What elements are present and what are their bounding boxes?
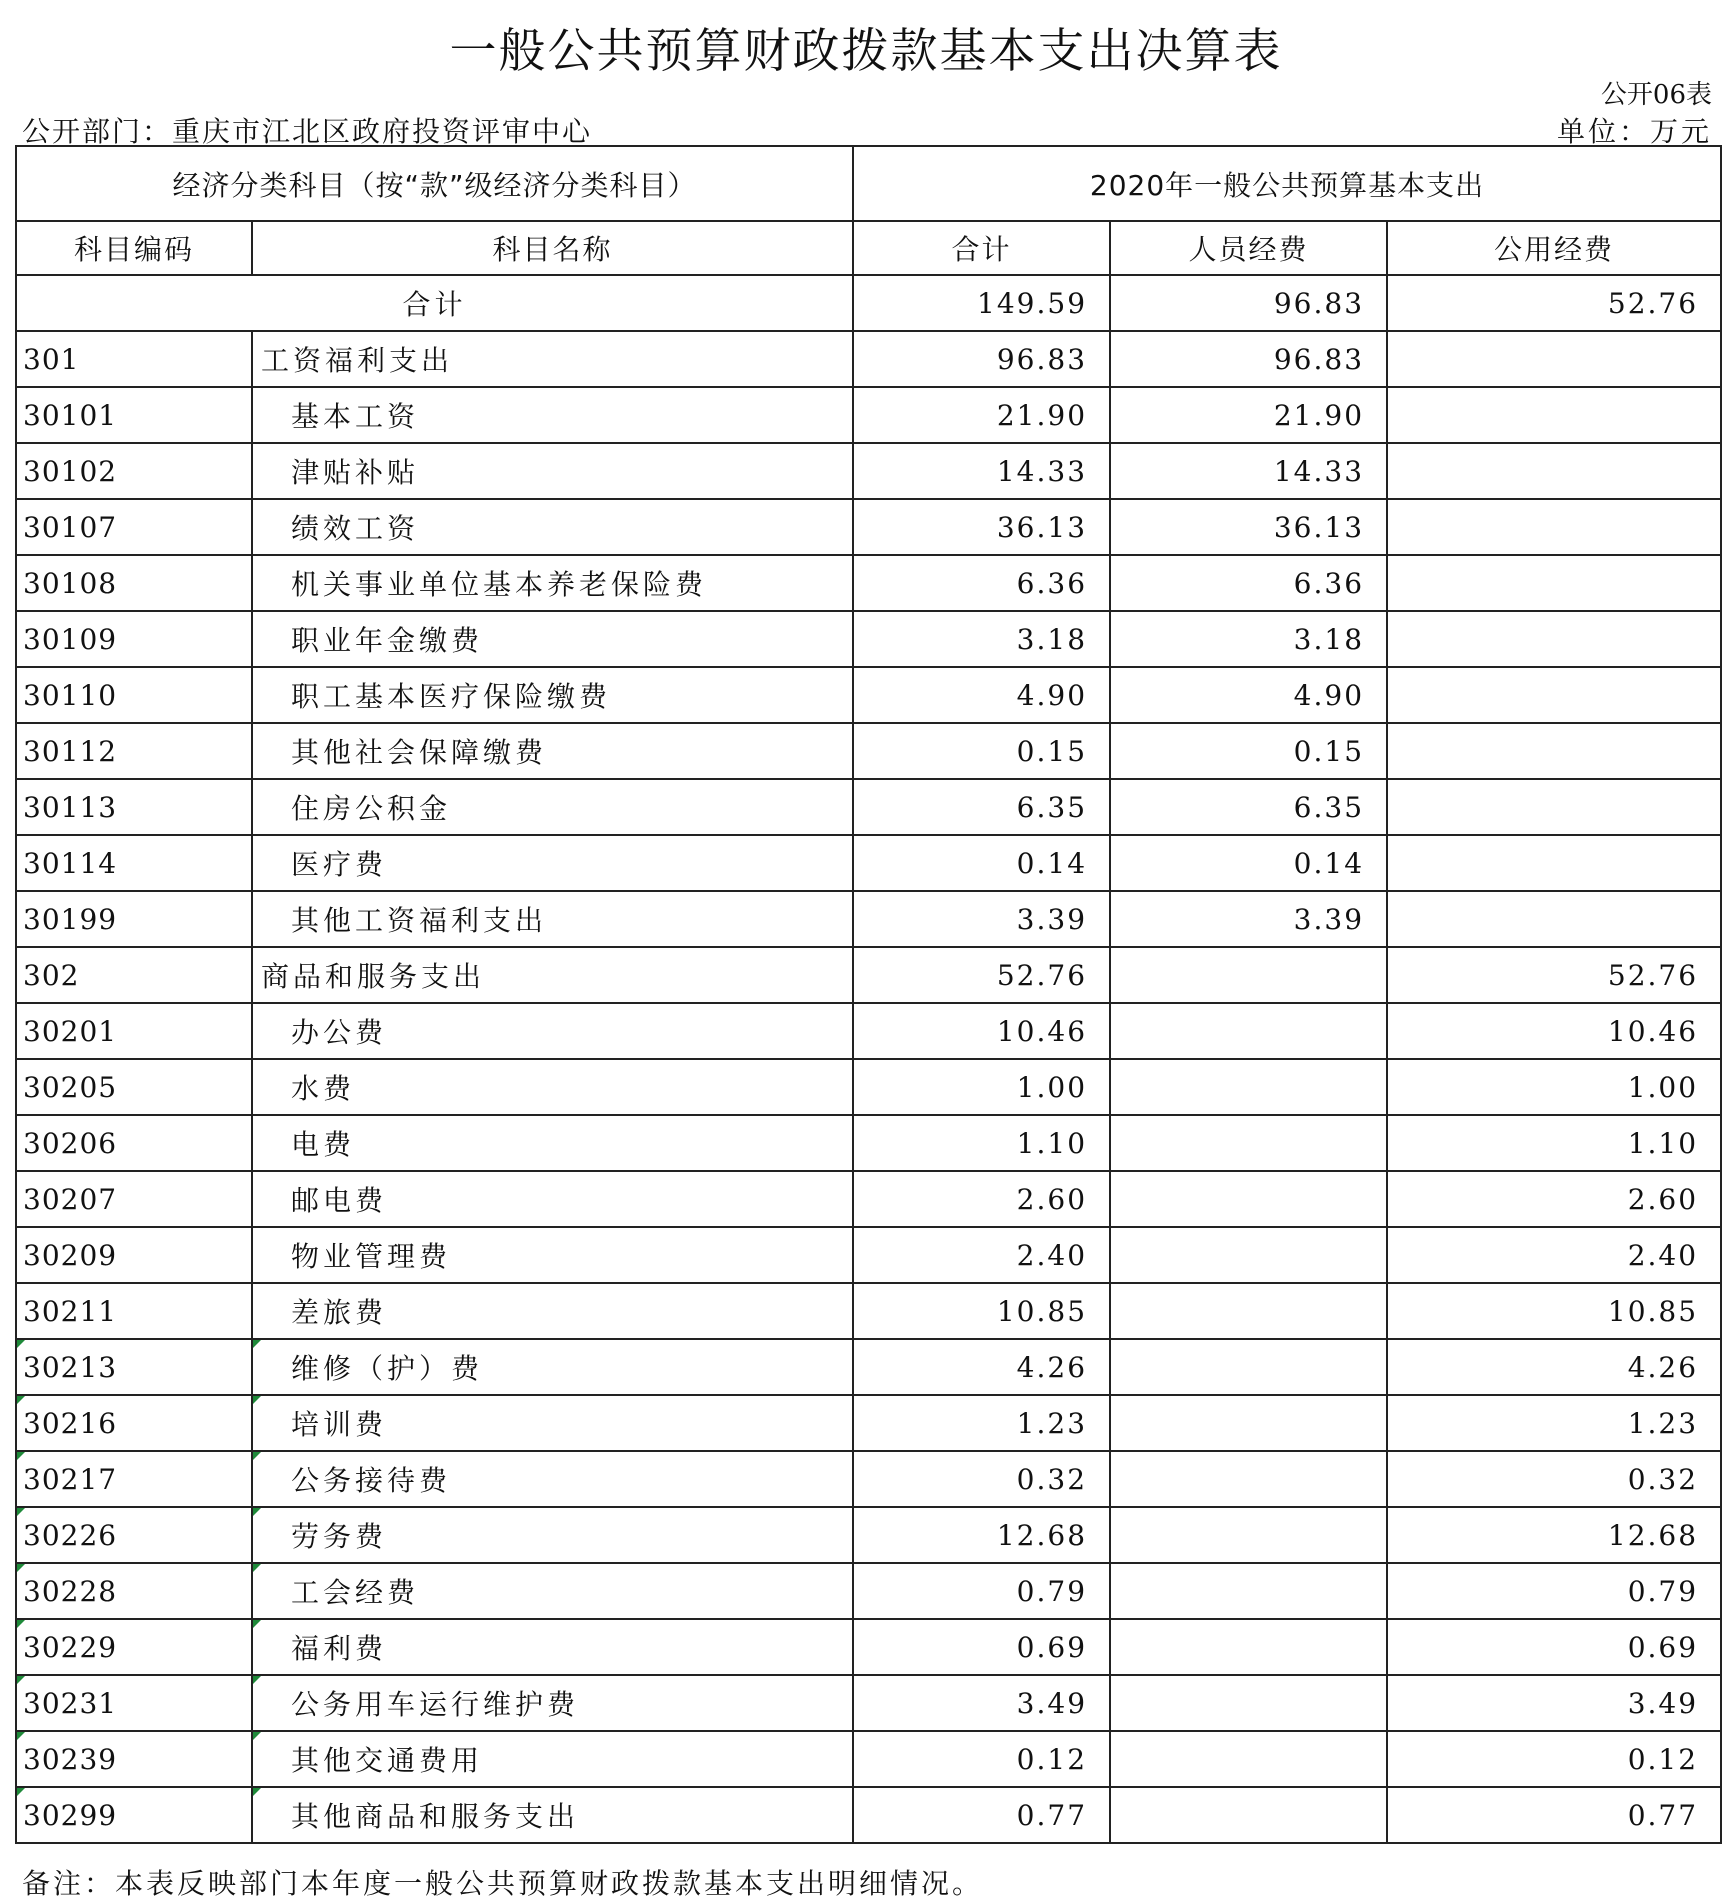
- row-personnel: [1110, 1451, 1387, 1507]
- row-public: [1387, 667, 1721, 723]
- row-public: [1387, 891, 1721, 947]
- row-public: [1387, 555, 1721, 611]
- row-personnel: [1110, 1283, 1387, 1339]
- row-personnel: [1110, 1675, 1387, 1731]
- row-personnel: 4.90: [1110, 667, 1387, 723]
- header-code: 科目编码: [16, 221, 252, 275]
- row-name: 工会经费: [252, 1563, 853, 1619]
- row-code: 301: [16, 331, 252, 387]
- row-name: 职业年金缴费: [252, 611, 853, 667]
- row-personnel: 3.39: [1110, 891, 1387, 947]
- row-total: 3.49: [853, 1675, 1110, 1731]
- row-total: 0.12: [853, 1731, 1110, 1787]
- table-row: [16, 1619, 1721, 1675]
- row-public: 0.79: [1387, 1563, 1721, 1619]
- row-total: 4.26: [853, 1339, 1110, 1395]
- row-name: 培训费: [252, 1395, 853, 1451]
- row-personnel: [1110, 1395, 1387, 1451]
- table-row: [16, 1675, 1721, 1731]
- row-personnel: [1110, 1059, 1387, 1115]
- table-row: [16, 779, 1721, 835]
- department-label: 公开部门：重庆市江北区政府投资评审中心: [22, 115, 593, 148]
- row-code: 30206: [16, 1115, 252, 1171]
- row-public: 1.00: [1387, 1059, 1721, 1115]
- row-personnel: [1110, 1003, 1387, 1059]
- row-total: 1.23: [853, 1395, 1110, 1451]
- row-name: 公务用车运行维护费: [252, 1675, 853, 1731]
- row-public: 0.12: [1387, 1731, 1721, 1787]
- row-name: 物业管理费: [252, 1227, 853, 1283]
- row-code: 30217: [16, 1451, 252, 1507]
- table-row: [16, 331, 1721, 387]
- row-total: 1.10: [853, 1115, 1110, 1171]
- header-row-group: [16, 146, 1721, 221]
- row-name: 差旅费: [252, 1283, 853, 1339]
- row-public: 3.49: [1387, 1675, 1721, 1731]
- row-public: 0.77: [1387, 1787, 1721, 1843]
- row-name: 邮电费: [252, 1171, 853, 1227]
- page-title: 一般公共预算财政拨款基本支出决算表: [449, 24, 1283, 79]
- row-name: 劳务费: [252, 1507, 853, 1563]
- row-total: 0.15: [853, 723, 1110, 779]
- row-name: 商品和服务支出: [252, 947, 853, 1003]
- row-public: 10.46: [1387, 1003, 1721, 1059]
- total-row: [16, 275, 1721, 331]
- row-total: 10.46: [853, 1003, 1110, 1059]
- table-row: [16, 1283, 1721, 1339]
- row-code: 30205: [16, 1059, 252, 1115]
- row-name: 电费: [252, 1115, 853, 1171]
- table-row: [16, 1171, 1721, 1227]
- row-total: 2.60: [853, 1171, 1110, 1227]
- table-row: [16, 443, 1721, 499]
- table-row: [16, 723, 1721, 779]
- row-name: 津贴补贴: [252, 443, 853, 499]
- row-public: 1.10: [1387, 1115, 1721, 1171]
- total-personnel: 96.83: [1110, 275, 1387, 331]
- row-personnel: 3.18: [1110, 611, 1387, 667]
- row-total: 0.32: [853, 1451, 1110, 1507]
- footnote: 备注：本表反映部门本年度一般公共预算财政拨款基本支出明细情况。: [22, 1867, 984, 1900]
- table-row: [16, 1339, 1721, 1395]
- table-row: [16, 611, 1721, 667]
- row-name: 机关事业单位基本养老保险费: [252, 555, 853, 611]
- row-total: 3.18: [853, 611, 1110, 667]
- row-personnel: 21.90: [1110, 387, 1387, 443]
- row-code: 30209: [16, 1227, 252, 1283]
- header-name: 科目名称: [252, 221, 853, 275]
- row-total: 10.85: [853, 1283, 1110, 1339]
- table-row: [16, 1787, 1721, 1843]
- row-total: 0.14: [853, 835, 1110, 891]
- table-row: [16, 1563, 1721, 1619]
- row-total: 1.00: [853, 1059, 1110, 1115]
- row-name: 其他工资福利支出: [252, 891, 853, 947]
- row-code: 30109: [16, 611, 252, 667]
- row-public: 12.68: [1387, 1507, 1721, 1563]
- row-public: 0.69: [1387, 1619, 1721, 1675]
- row-personnel: [1110, 1339, 1387, 1395]
- row-personnel: 0.15: [1110, 723, 1387, 779]
- row-name: 福利费: [252, 1619, 853, 1675]
- row-personnel: [1110, 1507, 1387, 1563]
- row-public: [1387, 443, 1721, 499]
- row-code: 30107: [16, 499, 252, 555]
- row-public: 2.60: [1387, 1171, 1721, 1227]
- row-public: [1387, 387, 1721, 443]
- header-econ-class: 经济分类科目（按“款”级经济分类科目）: [16, 146, 853, 221]
- row-total: 0.77: [853, 1787, 1110, 1843]
- row-code: 30216: [16, 1395, 252, 1451]
- table-row: [16, 1003, 1721, 1059]
- table-row: [16, 1395, 1721, 1451]
- row-total: 0.79: [853, 1563, 1110, 1619]
- total-label: 合计: [16, 275, 853, 331]
- row-code: 30199: [16, 891, 252, 947]
- row-code: 30102: [16, 443, 252, 499]
- row-code: 30112: [16, 723, 252, 779]
- table-row: [16, 1451, 1721, 1507]
- row-code: 302: [16, 947, 252, 1003]
- row-code: 30213: [16, 1339, 252, 1395]
- row-total: 21.90: [853, 387, 1110, 443]
- row-name: 职工基本医疗保险缴费: [252, 667, 853, 723]
- row-code: 30229: [16, 1619, 252, 1675]
- row-code: 30239: [16, 1731, 252, 1787]
- row-personnel: 6.36: [1110, 555, 1387, 611]
- row-code: 30110: [16, 667, 252, 723]
- row-code: 30228: [16, 1563, 252, 1619]
- row-code: 30114: [16, 835, 252, 891]
- row-name: 住房公积金: [252, 779, 853, 835]
- row-code: 30211: [16, 1283, 252, 1339]
- row-total: 14.33: [853, 443, 1110, 499]
- row-personnel: [1110, 1787, 1387, 1843]
- table-row: [16, 1227, 1721, 1283]
- row-personnel: 96.83: [1110, 331, 1387, 387]
- row-personnel: [1110, 1619, 1387, 1675]
- row-public: 52.76: [1387, 947, 1721, 1003]
- table-row: [16, 835, 1721, 891]
- row-personnel: [1110, 947, 1387, 1003]
- table-row: [16, 891, 1721, 947]
- table-row: [16, 667, 1721, 723]
- row-personnel: [1110, 1731, 1387, 1787]
- row-name: 工资福利支出: [252, 331, 853, 387]
- row-code: 30226: [16, 1507, 252, 1563]
- header-year-expense: 2020年一般公共预算基本支出: [853, 146, 1721, 221]
- row-total: 6.36: [853, 555, 1110, 611]
- row-personnel: 36.13: [1110, 499, 1387, 555]
- row-total: 3.39: [853, 891, 1110, 947]
- row-personnel: [1110, 1227, 1387, 1283]
- expense-table: [15, 145, 1722, 1844]
- row-total: 6.35: [853, 779, 1110, 835]
- table-row: [16, 1115, 1721, 1171]
- row-name: 办公费: [252, 1003, 853, 1059]
- table-row: [16, 947, 1721, 1003]
- table-row: [16, 387, 1721, 443]
- row-name: 公务接待费: [252, 1451, 853, 1507]
- row-personnel: 0.14: [1110, 835, 1387, 891]
- row-public: [1387, 331, 1721, 387]
- row-total: 2.40: [853, 1227, 1110, 1283]
- row-name: 其他商品和服务支出: [252, 1787, 853, 1843]
- row-total: 52.76: [853, 947, 1110, 1003]
- header-public: 公用经费: [1387, 221, 1721, 275]
- row-public: 2.40: [1387, 1227, 1721, 1283]
- row-total: 4.90: [853, 667, 1110, 723]
- table-row: [16, 1059, 1721, 1115]
- row-code: 30201: [16, 1003, 252, 1059]
- row-name: 基本工资: [252, 387, 853, 443]
- row-public: 10.85: [1387, 1283, 1721, 1339]
- total-public: 52.76: [1387, 275, 1721, 331]
- row-personnel: 6.35: [1110, 779, 1387, 835]
- row-code: 30101: [16, 387, 252, 443]
- unit-label: 单位：万元: [1556, 115, 1712, 148]
- row-code: 30299: [16, 1787, 252, 1843]
- row-total: 96.83: [853, 331, 1110, 387]
- row-name: 医疗费: [252, 835, 853, 891]
- row-code: 30207: [16, 1171, 252, 1227]
- table-row: [16, 555, 1721, 611]
- row-public: [1387, 835, 1721, 891]
- form-number: 公开06表: [1600, 80, 1712, 110]
- row-code: 30108: [16, 555, 252, 611]
- row-public: [1387, 779, 1721, 835]
- header-personnel: 人员经费: [1110, 221, 1387, 275]
- row-total: 12.68: [853, 1507, 1110, 1563]
- row-public: 4.26: [1387, 1339, 1721, 1395]
- row-personnel: [1110, 1171, 1387, 1227]
- row-code: 30231: [16, 1675, 252, 1731]
- row-personnel: [1110, 1115, 1387, 1171]
- table-row: [16, 1507, 1721, 1563]
- header-total: 合计: [853, 221, 1110, 275]
- row-total: 0.69: [853, 1619, 1110, 1675]
- row-name: 绩效工资: [252, 499, 853, 555]
- row-name: 其他交通费用: [252, 1731, 853, 1787]
- table-row: [16, 1731, 1721, 1787]
- row-name: 水费: [252, 1059, 853, 1115]
- header-row-columns: [16, 221, 1721, 275]
- row-public: [1387, 499, 1721, 555]
- table-row: [16, 499, 1721, 555]
- row-total: 36.13: [853, 499, 1110, 555]
- row-personnel: 14.33: [1110, 443, 1387, 499]
- row-name: 维修（护）费: [252, 1339, 853, 1395]
- row-name: 其他社会保障缴费: [252, 723, 853, 779]
- row-public: [1387, 611, 1721, 667]
- row-public: 0.32: [1387, 1451, 1721, 1507]
- total-amount: 149.59: [853, 275, 1110, 331]
- row-code: 30113: [16, 779, 252, 835]
- row-personnel: [1110, 1563, 1387, 1619]
- row-public: 1.23: [1387, 1395, 1721, 1451]
- row-public: [1387, 723, 1721, 779]
